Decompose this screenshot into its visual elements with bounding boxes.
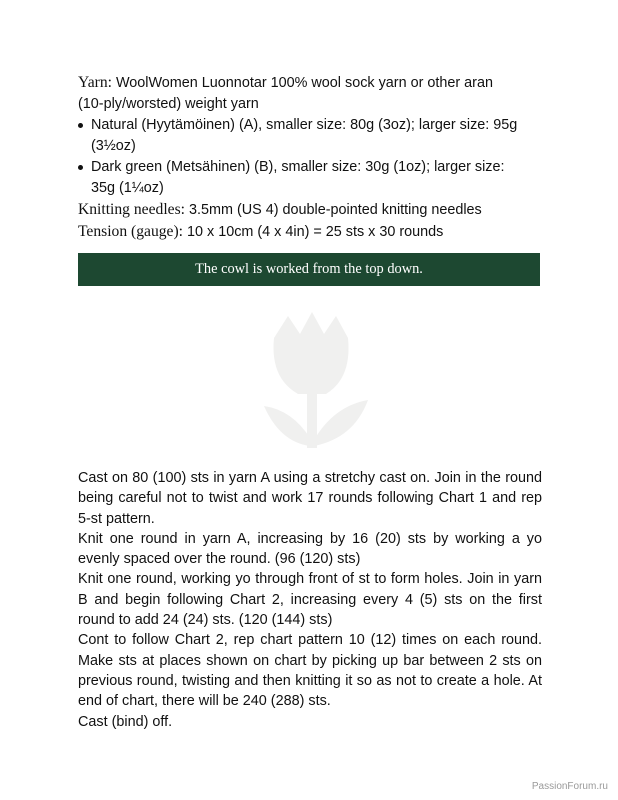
bullet-line-1: Natural (Hyytämöinen) (A), smaller size: 80g (3oz); larger size: 95g (91, 117, 518, 133)
tension-line (78, 221, 540, 243)
needles-label: Knitting needles: (78, 201, 185, 218)
needles-line (78, 199, 540, 221)
yarn-line (78, 72, 540, 94)
bullet-line-2: 35g (1¼oz) (91, 180, 164, 196)
list-item (78, 115, 540, 157)
watermark: PassionForum.ru (531, 781, 608, 792)
tension-text: 10 x 10cm (4 x 4in) = 25 sts x 30 rounds (183, 224, 444, 240)
instruction-paragraph: Cont to follow Chart 2, rep chart pattern 10 (12) times on each round. Make sts at places shown on chart by picking up bar between 2 sts on previous round, twisting and then knitting it so as not to create a hole. At end of chart, there will be 240 (288) sts. (78, 632, 542, 710)
tension-label: Tension (gauge): (78, 223, 183, 240)
instruction-paragraph: Cast on 80 (100) sts in yarn A using a stretchy cast on. Join in the round being careful not to twist and work 17 rounds following Chart 1 and rep 5-st pattern. (78, 470, 542, 527)
yarn-text: WoolWomen Luonnotar 100% wool sock yarn or other aran (111, 75, 493, 91)
instruction-paragraph: Knit one round, working yo through front of st to form holes. Join in yarn B and begin following Chart 2, increasing every 4 (5) sts on the first round to add 24 (24) sts. (120 (144) sts) (78, 571, 542, 629)
note-banner: The cowl is worked from the top down. (78, 253, 540, 286)
tulip-icon (236, 308, 386, 450)
instruction-paragraph: Knit one round in yarn A, increasing by 16 (20) sts by working a yo evenly spaced over the round. (96 (120) sts) (78, 530, 542, 568)
bullet-line-2: (3½oz) (91, 138, 136, 154)
needles-text: 3.5mm (US 4) double-pointed knitting needles (184, 202, 482, 218)
instruction-paragraph: Cast (bind) off. (78, 713, 173, 730)
yarn-color-list (78, 115, 540, 199)
yarn-line-2: (10-ply/worsted) weight yarn (78, 96, 259, 112)
instructions-section (78, 468, 542, 732)
yarn-label: Yarn: (78, 74, 112, 91)
list-item (78, 157, 540, 199)
materials-section (78, 72, 540, 243)
bullet-line-1: Dark green (Metsähinen) (B), smaller size: 30g (1oz); larger size: (91, 159, 505, 175)
